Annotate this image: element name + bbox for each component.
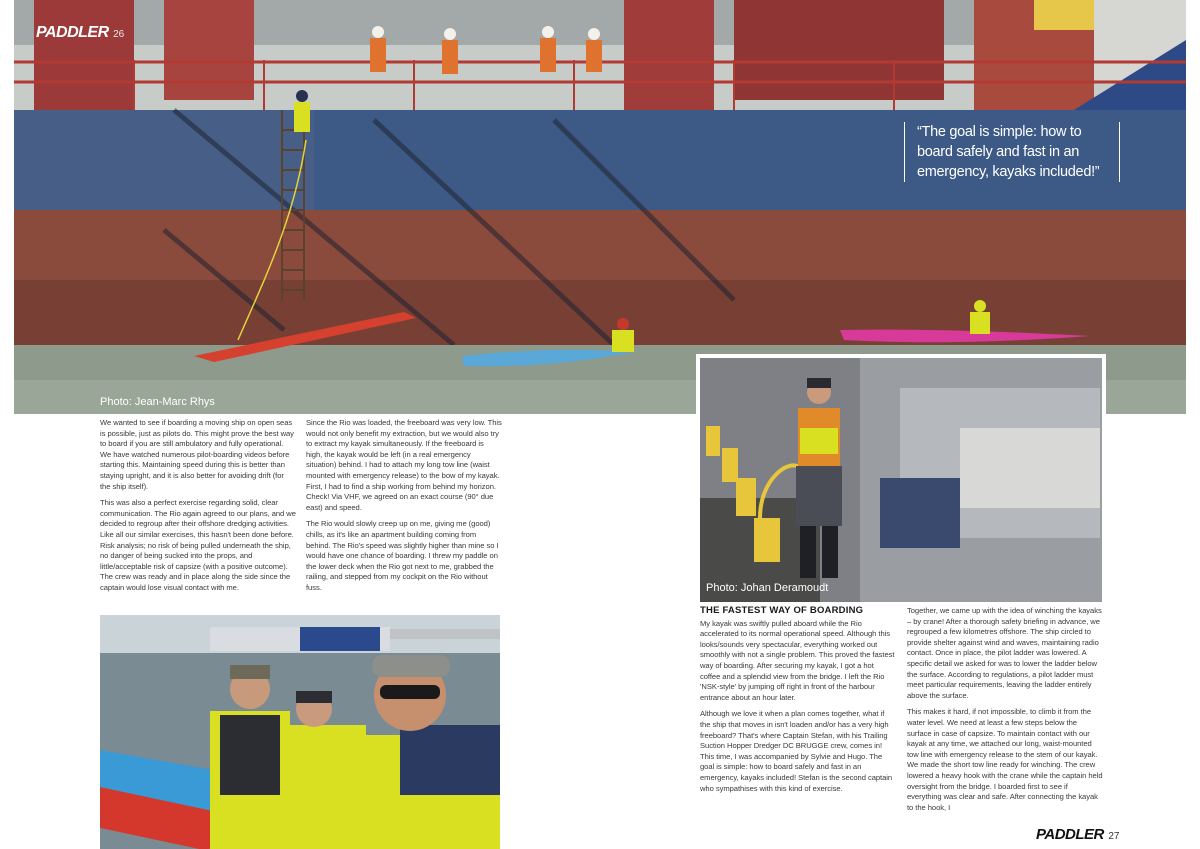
section-heading: THE FASTEST WAY OF BOARDING xyxy=(700,605,864,616)
paragraph: Since the Rio was loaded, the freeboard was very low. This would not only benefit my extraction, but we would also try to extract my kayak simultaneously. If the freeboard is high, the kayak would be left (in a real emergency situation) behind. I had to attach my long tow line (waist mounted with emergency release) to the bow of my kayak. First, I had to find a ship working from behind my horizon. Check! Via VHF, we agreed on an exact course (90° due east) and speed. xyxy=(306,418,502,512)
photo-credit-right: Photo: Johan Deramoudt xyxy=(706,582,829,594)
pull-quote: “The goal is simple: how to board safely and fast in an emergency, kayaks included!” xyxy=(904,122,1120,182)
photo-credit-main: Photo: Jean-Marc Rhys xyxy=(100,396,215,408)
harbour-photo-frame xyxy=(696,354,1106,602)
page-footer-right xyxy=(1036,826,1119,844)
paragraph: We wanted to see if boarding a moving ship on open seas is possible, just as pilots do. This might prove the best way to board if you are still ambulatory and fully operational. We have watched numerous pilot-boarding videos before starting this. Maintaining speed during this is better than staying upright, and it is also better for avoiding drift (for the ship itself). xyxy=(100,418,294,491)
ship-boarding-illustration xyxy=(14,0,1186,414)
paragraph: This makes it hard, if not impossible, to climb it from the water level. We need at least a few steps below the surface in case of capsize. To maintain contact with our kayak at any time, we attached our long, waist-mounted tow line with emergency release to the stem of our kayak. We made the short tow line ready for winching. The crew lowered a heavy hook with the crane while the captain held oversight from the bridge. I boarded first to see if everything was clear and safe. After connecting the kayak to the hook, I xyxy=(907,707,1103,812)
paragraph: Although we love it when a plan comes together, what if the ship that moves in isn't loaden and/or has a very high freeboard? That's where Captain Stefan, with his Trailing Suction Hopper Dredger DC BRUGGE crew, comes in! This time, I was accompanied by Sylvie and Hugo. The goal is simple: how to board safely and fast in an emergency, kayaks included! Stefan is the second captain who sympathises with this kind of exercise. xyxy=(700,709,893,793)
paragraph: This was also a perfect exercise regarding solid, clear communication. The Rio again agreed to our plans, and we decided to regroup after their offshore dredging activities. Like all our similar exercises, this hasn't been done before. Risk analysis; no risk of being pulled underneath the ship, no danger of being sucked into the props, and little/acceptable risk of capsize (with a positive outcome). The crew was ready and in place along the side since the captain would lose visual contact with me. xyxy=(100,498,296,592)
selfie-photo xyxy=(100,615,500,849)
paragraph: My kayak was swiftly pulled aboard while the Rio accelerated to its normal operational speed. Although this looks/sounds very spectacular, everything worked out smoothly with not a single problem. This proved the fastest way of boarding. After securing my kayak, I got a hot coffee and a splendid view from the bridge. I left the Rio 'NSK-style' by jumping off right in front of the harbour entrance about an hour later. xyxy=(700,618,895,702)
text-column-4 xyxy=(907,606,1103,819)
harbour-photo xyxy=(700,358,1102,602)
page-number-left: 26 xyxy=(113,29,125,40)
text-column-2 xyxy=(306,418,502,600)
main-photo xyxy=(14,0,1186,414)
page-number-right: 27 xyxy=(1108,831,1120,842)
magazine-logo: PADDLER xyxy=(36,24,109,41)
text-column-3 xyxy=(700,606,896,800)
text-column-1 xyxy=(100,418,296,600)
selfie-illustration xyxy=(100,615,500,849)
paragraph: Together, we came up with the idea of winching the kayaks – by crane! After a thorough safety briefing in advance, we regrouped a few kilometres offshore. The ship circled to provide shelter against wind and waves, maintaining radio contact. Once in place, the pilot ladder was lowered. A specific detail we asked for was to lower the ladder below the surface. According to regulations, a pilot ladder must meet particular requirements, leaving the ladder entirely above the surface. xyxy=(907,606,1102,700)
page-header-left xyxy=(36,24,124,42)
magazine-logo-footer: PADDLER xyxy=(1036,826,1104,843)
paragraph: The Rio would slowly creep up on me, giving me (good) chills, as it's like an apartment building coming from behind. The Rio's speed was slightly higher than mine so I would have one chance of boarding. I threw my paddle on the lower deck when the Rio got next to me, grabbed the railing, and stepped from my cockpit on the Rio without fuss. xyxy=(306,519,499,592)
